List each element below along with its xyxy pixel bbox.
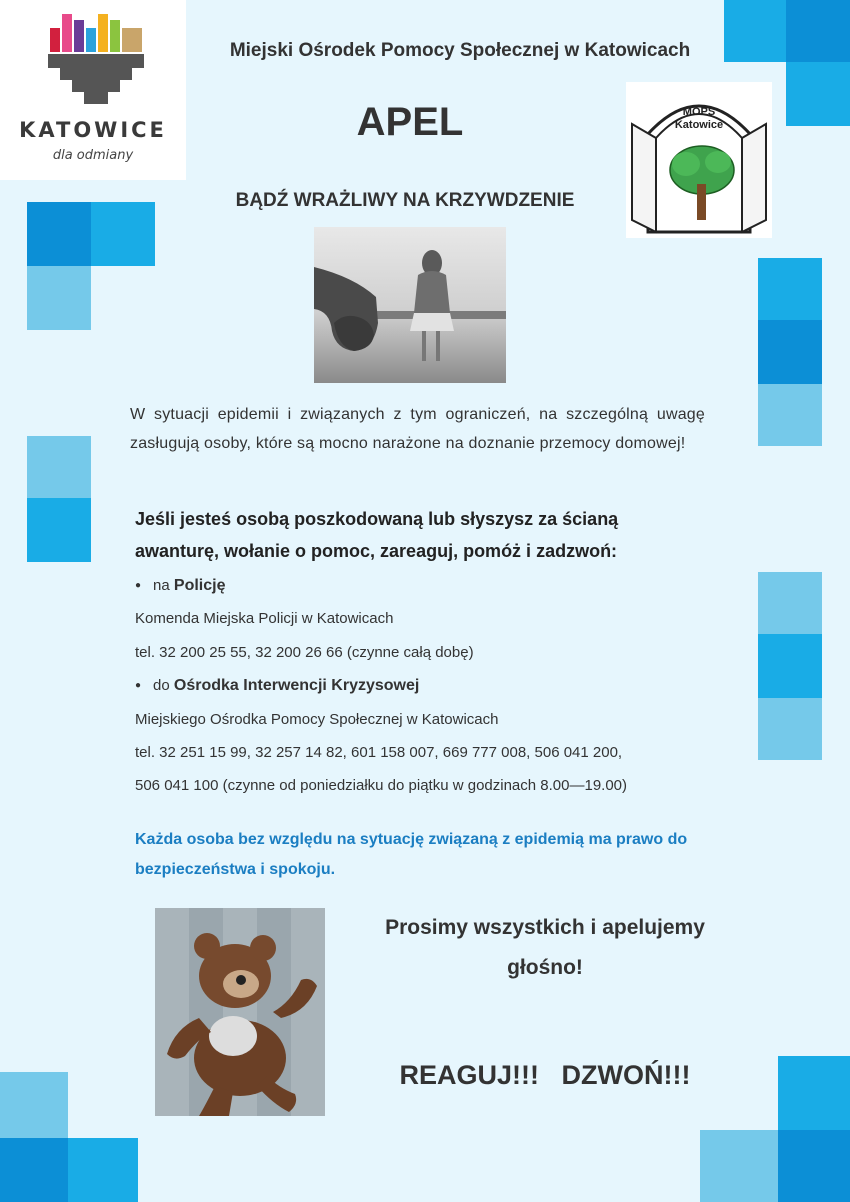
abuse-photo [314, 227, 506, 383]
appeal-text: Prosimy wszystkich i apelujemy głośno! [385, 916, 705, 979]
contact-target: Policję [173, 577, 226, 594]
logo-name: KATOWICE [19, 118, 167, 142]
deco-tile [724, 0, 786, 62]
bullet-icon: ● [135, 680, 142, 691]
deco-tile [778, 1056, 850, 1130]
deco-tile [27, 498, 91, 562]
deco-tile [758, 698, 822, 760]
deco-tile [758, 320, 822, 384]
intro-paragraph: W sytuacji epidemii i związanych z tym ograniczeń, na szczególną uwagę zasługują osoby, które są mocno narażone na doznanie przemocy domowej! [130, 406, 705, 452]
subtitle: BĄDŹ WRAŻLIWY NA KRZYWDZENIE [235, 190, 575, 211]
deco-tile [758, 384, 822, 446]
call-to-action-lead: Jeśli jesteś osobą poszkodowaną lub słyszysz za ścianą awanturę, wołanie o pomoc, zareaguj, pomóż i zadzwoń: [135, 509, 619, 561]
deco-tile [758, 634, 822, 698]
safety-note: Każda osoba bez względu na sytuację związaną z epidemią ma prawo do bezpieczeństwa i spokoju. [135, 831, 688, 878]
deco-tile [68, 1138, 138, 1202]
react-call-slogan: REAGUJ!!! DZWOŃ!!! [399, 1060, 691, 1090]
katowice-logo [0, 0, 186, 180]
page-title: APEL [356, 100, 464, 144]
deco-tile [91, 202, 155, 266]
contact-org: Miejskiego Ośrodka Pomocy Społecznej w Katowicach [135, 711, 499, 728]
deco-tile [786, 0, 850, 62]
contact-police-bullet [135, 577, 225, 595]
mops-logo-line2: Katowice [674, 119, 724, 131]
deco-tile [778, 1130, 850, 1202]
teddy-bear-photo [155, 908, 325, 1116]
katowice-logo-graphic [0, 0, 186, 112]
deco-tile [700, 1130, 778, 1202]
contact-phone-hours: 506 041 100 (czynne od poniedziałku do piątku w godzinach 8.00—19.00) [135, 777, 628, 794]
deco-tile [27, 202, 91, 266]
deco-tile [0, 1072, 68, 1138]
contact-prefix: na [153, 577, 170, 594]
contact-crisis-bullet [135, 677, 419, 695]
deco-tile [786, 62, 850, 126]
abuse-photo-graphic [314, 227, 506, 383]
contact-target: Ośrodka Interwencji Kryzysowej [173, 677, 420, 694]
deco-tile [0, 1138, 68, 1202]
deco-tile [27, 436, 91, 498]
contact-org: Komenda Miejska Policji w Katowicach [135, 610, 394, 627]
contact-phone: tel. 32 200 25 55, 32 200 26 66 (czynne całą dobę) [135, 644, 474, 661]
deco-tile [27, 266, 91, 330]
teddy-bear-graphic [155, 908, 325, 1116]
mops-logo-line1: MOPS [682, 106, 716, 118]
mops-logo [626, 82, 772, 238]
contact-prefix: do [153, 677, 170, 694]
deco-tile [758, 572, 822, 634]
deco-tile [758, 258, 822, 320]
logo-tagline: dla odmiany [52, 148, 134, 163]
contact-phone: tel. 32 251 15 99, 32 257 14 82, 601 158 007, 669 777 008, 506 041 200, [135, 744, 623, 761]
bullet-icon: ● [135, 580, 142, 591]
org-header: Miejski Ośrodek Pomocy Społecznej w Katowicach [229, 40, 691, 61]
